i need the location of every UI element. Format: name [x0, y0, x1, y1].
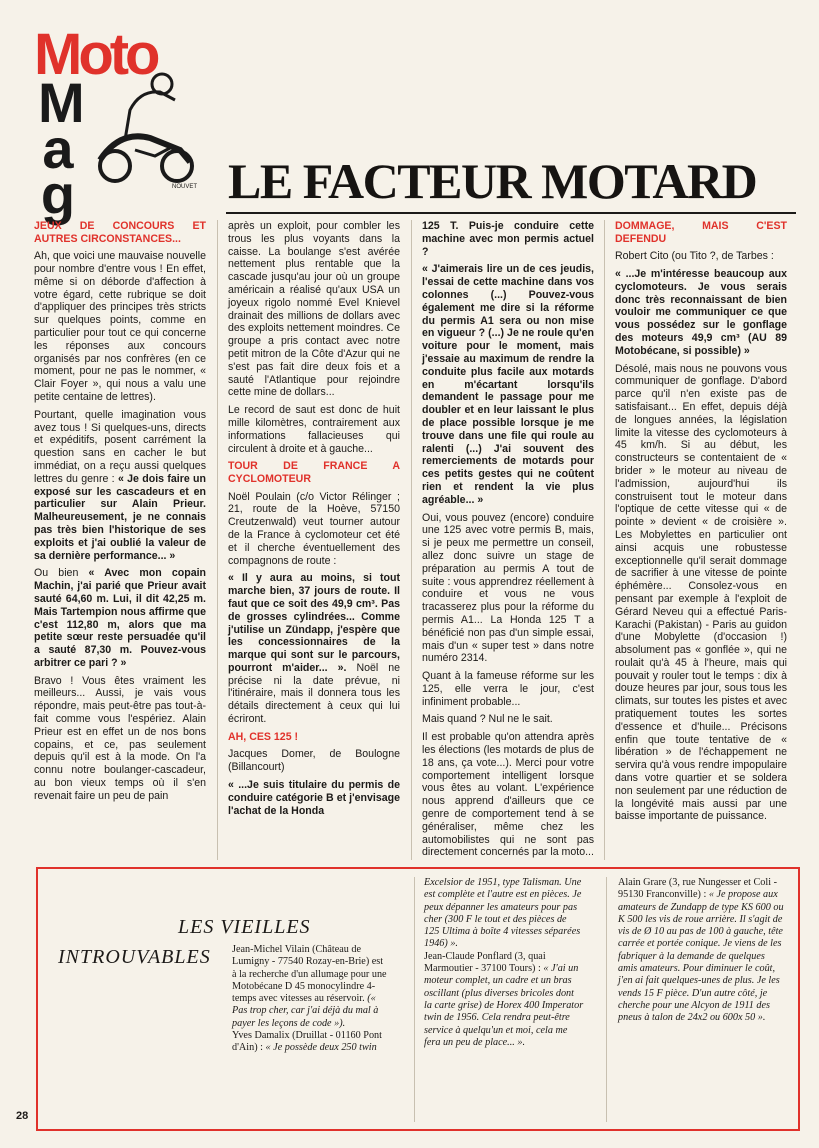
box-title-line-2: INTROUVABLES — [58, 946, 211, 968]
moto-rider-illustration — [80, 70, 205, 195]
section-heading-tour-de-france: TOUR DE FRANCE A CYCLOMOTEUR — [228, 460, 400, 485]
paragraph: Oui, vous pouvez (encore) conduire une 125 avec votre permis B, mais, si je peux me permettre un conseil, allez donc suivre un stage de préparation au permis A tout de suite : vous apprendrez réellement à conduire et vous ne vous tracasserez plus pour la réforme du permis A1... La Honda 125 T a bénéficié non pas d'un simple essai, mais d'un « super test » dans notre numéro 2314. — [422, 511, 594, 665]
page-title: LE FACTEUR MOTARD — [228, 153, 757, 209]
paragraph: Jacques Domer, de Boulogne (Billancourt) — [228, 748, 400, 774]
paragraph: Mais quand ? Nul ne le sait. — [422, 713, 553, 726]
paragraph: Pourtant, quelle imagination vous avez tous ! Si quelques-uns, directs et expéditifs, posent carrément la question sans en cacher le but immédiat, on a reçu aussi quelques lettres du genre : « Je dois faire un exposé sur les cascadeurs et en particulier sur Alain Prieur. Malheureusement, je ne connais pas très bien l'historique de ses exploits et j'ai oublié la valeur de sa dernière performance... » — [34, 408, 206, 562]
logo-mag-letters: M a g — [38, 71, 85, 226]
paragraph: « ...Je m'intéresse beaucoup aux cyclomoteurs. Je vous serais donc très reconnaissant de bien vouloir me communiquer ce que vous possédez sur le gonflage des moteurs 49,9 cm³ (AU 89 Motobécane, si possible) » — [615, 267, 787, 357]
paragraph: Bravo ! Vous êtes vraiment les meilleurs... Aussi, je vais vous répondre, mais peut-être pas tout-à-fait comme vous l'espériez. Alain Prieur est en effet un de nos bons copains, et ce, pas seulement depuis qu'il est à la mode. On l'a connu notre boulanger-cascadeur, au bon vieux temps où il s'en revenait faire un peu de pain — [34, 674, 206, 802]
paragraph: « ...Je suis titulaire du permis de conduire catégorie B et j'envisage l'achat de la Honda — [228, 779, 400, 817]
box-column-divider — [414, 877, 415, 1122]
paragraph: après un exploit, pour combler les trous les plus voyants dans la caisse. La boulange s'est avérée nettement plus rentable que la cascade jusqu'au jour où un groupe américain a réalisé qu'aux USA un joyeux rigolo nommé Evel Knievel drainait des millions de dollars avec des exploits nettement moindres. Ce groupe a pris contact avec notre petit mitron de la Côte d'Azur qui ne s'est pas fait dire deux fois et a sauté l'Atlantique pour rejoindre cette mine de dollars... — [228, 220, 400, 399]
column-2 — [228, 220, 400, 822]
box-column-1: Jean-Michel Vilain (Château de Lumigny - 77540 Rozay-en-Brie) est à la recherche d'un allumage pour une Motobécane D 45 monocylindre 4-temps avec vitesses au réservoir. (« Pas trop cher, car j'ai déjà du mal à payer les leçons de code »). Yves Damalix (Druillat - 01160 Pont d'Ain) : « Je possède deux 250 twin — [232, 944, 387, 1054]
section-heading-jeux: JEUX DE CONCOURS ET AUTRES CIRCONSTANCES... — [34, 220, 206, 245]
column-1 — [34, 220, 206, 808]
paragraph: « Il y aura au moins, si tout marche bien, 37 jours de route. Il faut que ce soit des 49,9 cm³. Pas de grosses cylindrées... Comme j'utilise un Zündapp, j'espère que les concessionnaires de la marque qui sont sur le parcours, pourront m'aider... ». Noël ne précise ni la date prévue, ni l'itinéraire, mais il donnera tous les détails directement à ceux qui lui écriront. — [228, 572, 400, 726]
paragraph: Désolé, mais nous ne pouvons vous communiquer de gonflage. D'abord parce qu'il n'en existe pas de satisfaisant... En effet, depuis déjà de longues années, la législation limite la vitesse des cyclomoteurs à 45 km/h. Si au début, les constructeurs se contentaient de « brider » le moteur au niveau de l'admission, aujourd'hui ils construisent tout le moteur dans l'optique de cette vitesse qui « de pointe » devient « de croisière ». Les Mobylettes en particulier ont ainsi acquis une robustesse exceptionnelle qu'il serait dommage de sacrifier à une vitesse de pointe éphémère... Consolez-vous en pensant par exemple à l'exploit de Gérard Neveu qui a effectué Paris-Karachi (Pakistan) - Paris au guidon d'une Mobylette (d'occasion !) absolument pas « gonflée », qui ne roulait qu'à 45 à l'heure, mais qui pouvait y rouler tout le temps : dix à douze heures par jour, sous tous les climats, sur toutes les pistes et avec pratiquement toutes les sortes d'essence et d'huile... Précisons enfin que toute tentative de « libération » de l'échappement ne servira qu'à vous rendre impopulaire dans votre quartier et se soldera non seulement par une réduction de la longévité mais aussi par une baisse importante de puissance. — [615, 362, 787, 823]
column-4 — [615, 220, 787, 828]
column-3 — [422, 220, 594, 864]
title-underline — [226, 212, 796, 214]
paragraph: Ah, que voici une mauvaise nouvelle pour nombre d'entre vous ! En effet, même si on déborde d'affection à votre égard, cette rubrique se doit d'appliquer des principes très stricts sur quelques points, comme en particulier pour tout ce qui concerne les réponses aux concours organisés par nos confrères (en ce moment, pour ne pas le nommer, « Clair Foyer », qui nous a valu une petite centaine de lettres). — [34, 250, 206, 403]
paragraph: Robert Cito (ou Tito ?, de Tarbes : — [615, 250, 774, 263]
column-divider — [411, 220, 412, 860]
section-heading-ah-ces-125: AH, CES 125 ! — [228, 730, 299, 743]
paragraph: Noël Poulain (c/o Victor Rélinger ; 21, route de la Hoève, 57150 Creutzenwald) veut tourner autour de la France à cyclomoteur cet été et il cherche éventuellement des compagnons de route : — [228, 490, 400, 567]
paragraph: Il est probable qu'on attendra après les élections (les motards de plus de 18 ans, ça vote...). Merci pour votre comportement intelligent lorsque vous êtes au volant. L'expérience nous apprend d'ailleurs que ce genre de comportement tend à se généraliser, même chez les automobilistes qui ne sont pas directement concernés par la moto... — [422, 731, 594, 859]
column-divider — [217, 220, 218, 860]
page-number: 28 — [16, 1110, 29, 1122]
paragraph: « J'aimerais lire un de ces jeudis, l'essai de cette machine dans vos colonnes (...) Pouvez-vous également me dire si la réforme du permis A1 sera ou non mise en vigueur ? (...) Je ne roule qu'en voiture pour le moment, mais j'essaie au maximum de rendre la conduite plus facile aux motards en m'écartant lorsqu'ils demandent le passage pour me doubler et en leur laissant le plus de place possible lorsque je me trouve dans une file qui roule au ralenti (...) J'ai souvent des remerciements de motards pour ces petits gestes qui ne coûtent rien et rendent la vie plus agréable... » — [422, 263, 594, 506]
column-divider — [604, 220, 605, 860]
section-heading-dommage: DOMMAGE, MAIS C'EST DEFENDU — [615, 220, 787, 245]
paragraph: Quant à la fameuse réforme sur les 125, elle verra le jour, c'est infiniment probable... — [422, 670, 594, 708]
paragraph: Ou bien « Avec mon copain Machin, j'ai parié que Prieur avait sauté 64,60 m. Lui, il dit 42,25 m. Mais Tartempion nous affirme que c'est 112,80 m, alors que ma petite sœur reste persuadée qu'il a sauté 87,30 m. Pouvez-vous arbitrer ce pari ? » — [34, 567, 206, 669]
paragraph: 125 T. Puis-je conduire cette machine avec mon permis actuel ? — [422, 220, 594, 258]
box-column-divider — [606, 877, 607, 1122]
box-column-3: Alain Grare (3, rue Nungesser et Coli - 95130 Franconville) : « Je propose aux amateurs de Zundapp de type KS 600 ou K 500 les vis de roue arrière. Il s'agit de vis de Ø 10 au pas de 100 à gauche, tête carrée et portée conique. Je viens de les fabriquer à la demande de quelques amis amateurs. Pour diminuer le coût, j'en ai fait quelques-unes de plus. Je les vends 15 F pièce. D'un autre côté, je cherche pour une Alcyon de 1911 des pneus à talon de 24x2 ou 600x 50 ». — [618, 877, 784, 1024]
box-title-line-1: LES VIEILLES — [178, 916, 311, 938]
box-column-2: Excelsior de 1951, type Talisman. Une est complète et l'autre est en pièces. Je peux dépanner les amateurs pour pas cher (300 F le tout et des pièces de 125 Ultima à boîte 4 vitesses séparées 1946) ». Jean-Claude Ponflard (3, quai Marmoutier - 37100 Tours) : « J'ai un moteur complet, un cadre et un bras oscillant (plus diverses bricoles dont la carte grise) de Horex 400 Imperator twin de 1956. Cela rendra peut-être service à quelqu'un et moi, cela me fera un peu de place... ». — [424, 877, 584, 1048]
paragraph: Le record de saut est donc de huit mille kilomètres, contrairement aux informations fallacieuses qui circulent à droite et à gauche... — [228, 404, 400, 455]
illustration-signature: NOUVET — [172, 184, 198, 190]
logo-moto-text: Moto — [34, 22, 157, 87]
